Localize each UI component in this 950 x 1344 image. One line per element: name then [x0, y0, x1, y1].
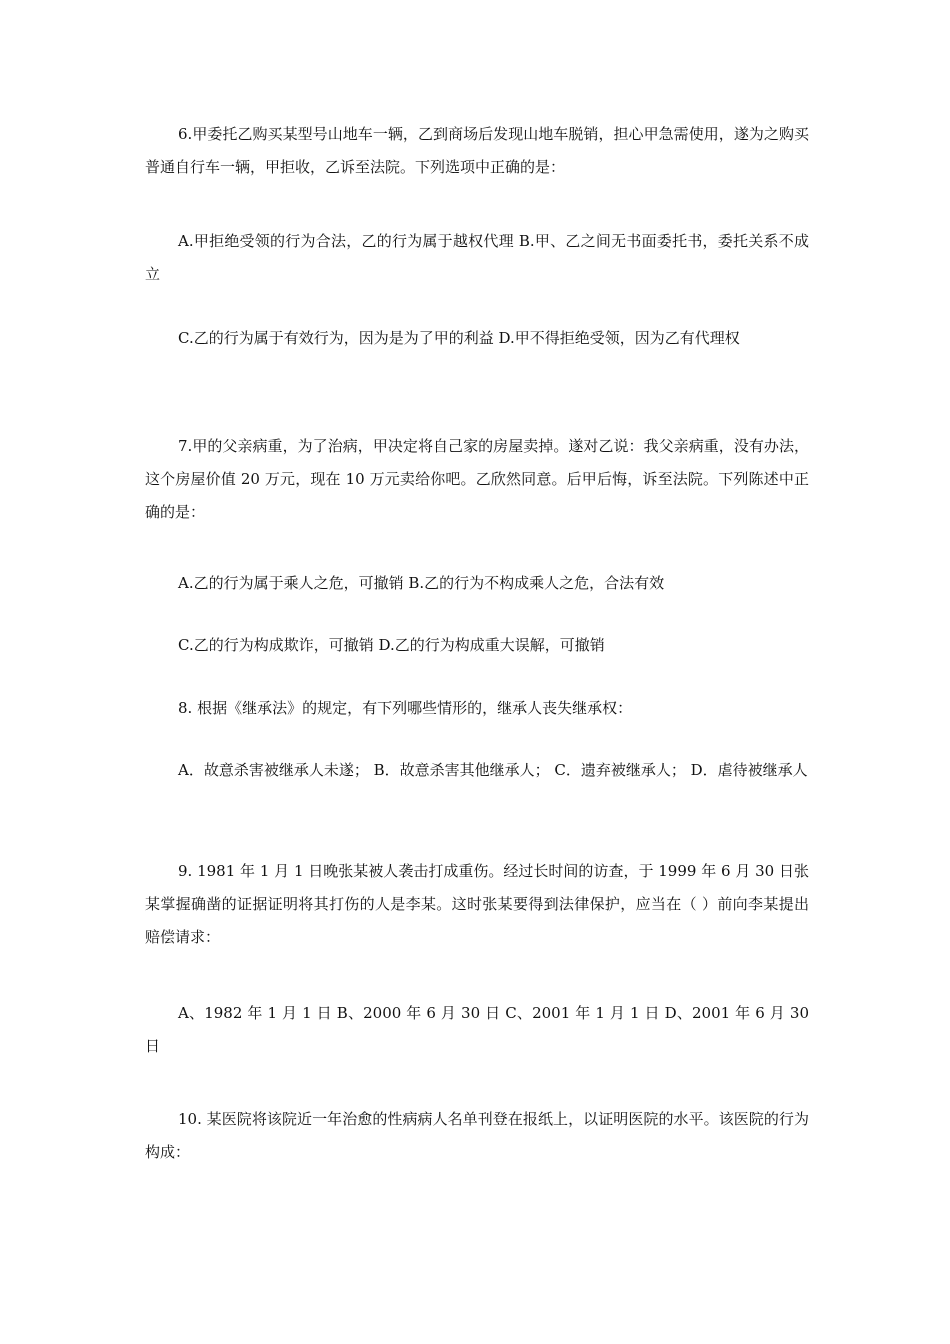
question-7-stem: 7.甲的父亲病重，为了治病，甲决定将自己家的房屋卖掉。遂对乙说：我父亲病重，没有办法，这个房屋价值 20 万元，现在 10 万元卖给你吧。乙欣然同意。后甲后悔，诉至法院。下列陈述中正确的是： — [145, 437, 809, 521]
question-6-stem: 6.甲委托乙购买某型号山地车一辆，乙到商场后发现山地车脱销，担心甲急需使用，遂为之购买普通自行车一辆，甲拒收，乙诉至法院。下列选项中正确的是： — [145, 125, 809, 176]
question-10-stem: 10. 某医院将该院近一年治愈的性病病人名单刊登在报纸上，以证明医院的水平。该医院的行为构成： — [145, 1110, 809, 1161]
question-8-options: A．故意杀害被继承人未遂； B．故意杀害其他继承人； C．遗弃被继承人； D．虐待被继承人 — [178, 761, 808, 779]
question-6-options-cd: C.乙的行为属于有效行为，因为是为了甲的利益 D.甲不得拒绝受领，因为乙有代理权 — [178, 329, 740, 347]
question-7-options-ab: A.乙的行为属于乘人之危，可撤销 B.乙的行为不构成乘人之危，合法有效 — [178, 574, 665, 592]
question-9-options: A、1982 年 1 月 1 日 B、2000 年 6 月 30 日 C、2001 年 1 月 1 日 D、2001 年 6 月 30 日 — [145, 1004, 809, 1055]
question-9-stem: 9. 1981 年 1 月 1 日晚张某被人袭击打成重伤。经过长时间的访查，于 1999 年 6 月 30 日张某掌握确凿的证据证明将其打伤的人是李某。这时张某要得到法律保护，应当在（ ）前向李某提出赔偿请求： — [145, 862, 809, 946]
question-8-stem: 8. 根据《继承法》的规定，有下列哪些情形的，继承人丧失继承权： — [178, 699, 633, 717]
question-7-options-cd: C.乙的行为构成欺诈，可撤销 D.乙的行为构成重大误解，可撤销 — [178, 636, 605, 654]
question-6-options-ab: A.甲拒绝受领的行为合法，乙的行为属于越权代理 B.甲、乙之间无书面委托书，委托关系不成立 — [145, 232, 809, 283]
